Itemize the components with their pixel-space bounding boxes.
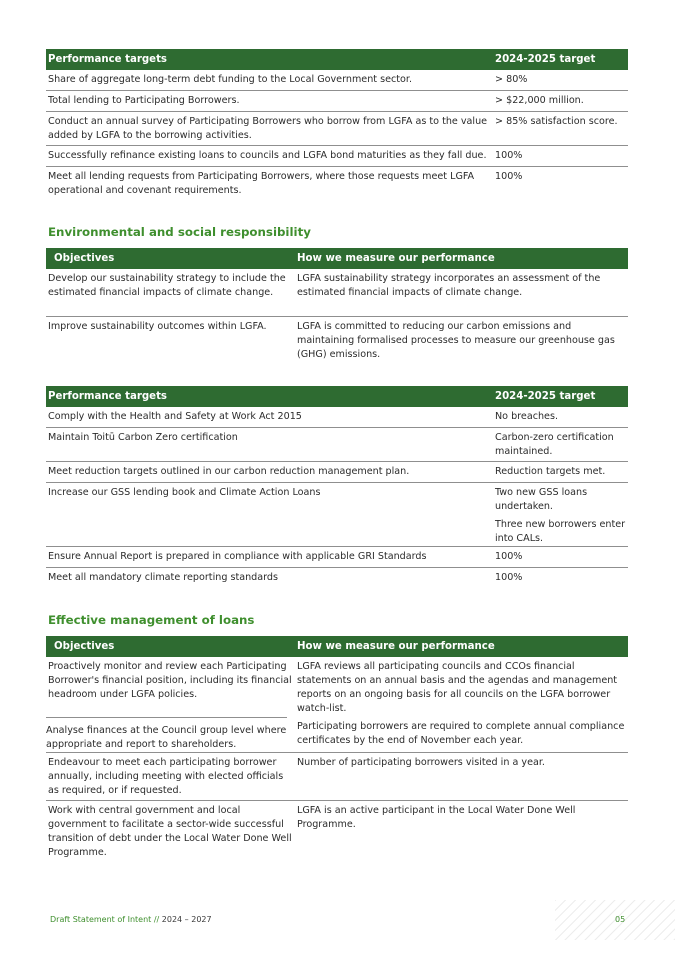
section-title-loans: Effective management of loans [48,613,255,627]
table-cell: 100% [495,150,523,161]
table-row [46,483,628,547]
table-header [46,636,628,657]
page-number: 05 [615,915,626,924]
table-cell: Meet all mandatory climate reporting standards [48,572,279,583]
section-title-environmental: Environmental and social responsibility [48,225,311,239]
table-cell: Meet all lending requests from Participating Borrowers, where those requests meet LGFA operational and covenant requirements. [48,171,475,196]
table-cell: Increase our GSS lending book and Climate Action Loans [48,487,321,498]
table-row [46,753,628,801]
table-cell: Reduction targets met. [495,466,606,477]
table-row [46,317,628,365]
table-cell: Ensure Annual Report is prepared in compliance with applicable GRI Standards [48,551,427,562]
table-cell: Carbon-zero certification maintained. [495,432,614,457]
table-cell: Develop our sustainability strategy to include the estimated financial impacts of climate change. [48,273,286,298]
table-cell [46,657,295,752]
column-header: 2024-2025 target [495,391,596,402]
table-cell: Successfully refinance existing loans to councils and LGFA bond maturities as they fall due. [48,150,487,161]
table-cell-paragraph: Three new borrowers enter into CALs. [495,519,626,544]
table-row [46,167,628,201]
performance-targets-table-2 [46,386,628,589]
table-cell: Meet reduction targets outlined in our carbon reduction management plan. [48,466,410,477]
column-header: Performance targets [48,391,167,402]
table-row [46,112,628,146]
column-header: How we measure our performance [297,641,495,652]
environmental-objectives-table [46,248,628,365]
table-cell: LGFA sustainability strategy incorporates an assessment of the estimated financial impacts of climate change. [297,273,601,298]
table-header [46,386,628,407]
table-row [46,547,628,568]
table-cell: Conduct an annual survey of Participating Borrowers who borrow from LGFA as to the value added by LGFA to the borrowing activities. [48,116,488,141]
table-cell: Work with central government and local government to facilitate a sector-wide successful transition of debt under the Local Water Done Well Programme. [48,805,292,858]
column-header: Objectives [54,253,115,264]
table-row [46,70,628,91]
table-cell: Improve sustainability outcomes within LGFA. [48,321,267,332]
table-cell: > 85% satisfaction score. [495,116,618,127]
table-row [46,269,628,317]
performance-targets-table-1 [46,49,628,201]
footer-years: 2024 – 2027 [161,915,212,924]
table-row [46,407,628,428]
cell-divider [46,717,287,752]
table-cell: > 80% [495,74,528,85]
objective-text: Analyse finances at the Council group level where appropriate and report to shareholders. [46,725,287,750]
table-row [46,146,628,167]
table-cell: > $22,000 million. [495,95,584,106]
table-cell: No breaches. [495,411,559,422]
table-header [46,49,628,70]
loans-objectives-table [46,636,628,863]
table-cell: Comply with the Health and Safety at Work Act 2015 [48,411,302,422]
table-cell-paragraph: Two new GSS loans undertaken. [495,487,588,512]
table-cell [295,657,628,752]
column-header: 2024-2025 target [495,54,596,65]
table-cell: 100% [495,551,523,562]
table-row [46,657,628,753]
table-row [46,91,628,112]
objective-text: Proactively monitor and review each Participating Borrower's financial position, including its financial headroom under LGFA policies. [48,661,292,700]
table-row [46,428,628,462]
table-cell: LGFA is an active participant in the Local Water Done Well Programme. [297,805,576,830]
measure-text: Participating borrowers are required to complete annual compliance certificates by the end of November each year. [297,721,625,746]
footer-document-title: Draft Statement of Intent [50,915,152,924]
table-cell: Maintain Toitū Carbon Zero certification [48,432,238,443]
table-cell: Endeavour to meet each participating borrower annually, including meeting with elected officials as required, or if requested. [48,757,284,796]
table-cell: LGFA is committed to reducing our carbon emissions and maintaining formalised processes to measure our greenhouse gas (GHG) emissions. [297,321,615,360]
table-row [46,462,628,483]
column-header: How we measure our performance [297,253,495,264]
footer-separator: // [153,915,160,924]
table-cell: Share of aggregate long-term debt funding to the Local Government sector. [48,74,413,85]
table-cell: 100% [495,572,523,583]
column-header: Objectives [54,641,115,652]
table-row [46,568,628,589]
table-header [46,248,628,269]
table-cell: Total lending to Participating Borrowers. [48,95,240,106]
column-header: Performance targets [48,54,167,65]
table-cell: 100% [495,171,523,182]
table-cell: Number of participating borrowers visited in a year. [297,757,545,768]
table-row [46,801,628,863]
measure-text: LGFA reviews all participating councils and CCOs financial statements on an annual basis and the agendas and management reports on an ongoing basis for all councils on the LGFA borrower watch-list. [297,661,618,714]
table-cell [493,486,628,546]
footer [50,915,212,924]
